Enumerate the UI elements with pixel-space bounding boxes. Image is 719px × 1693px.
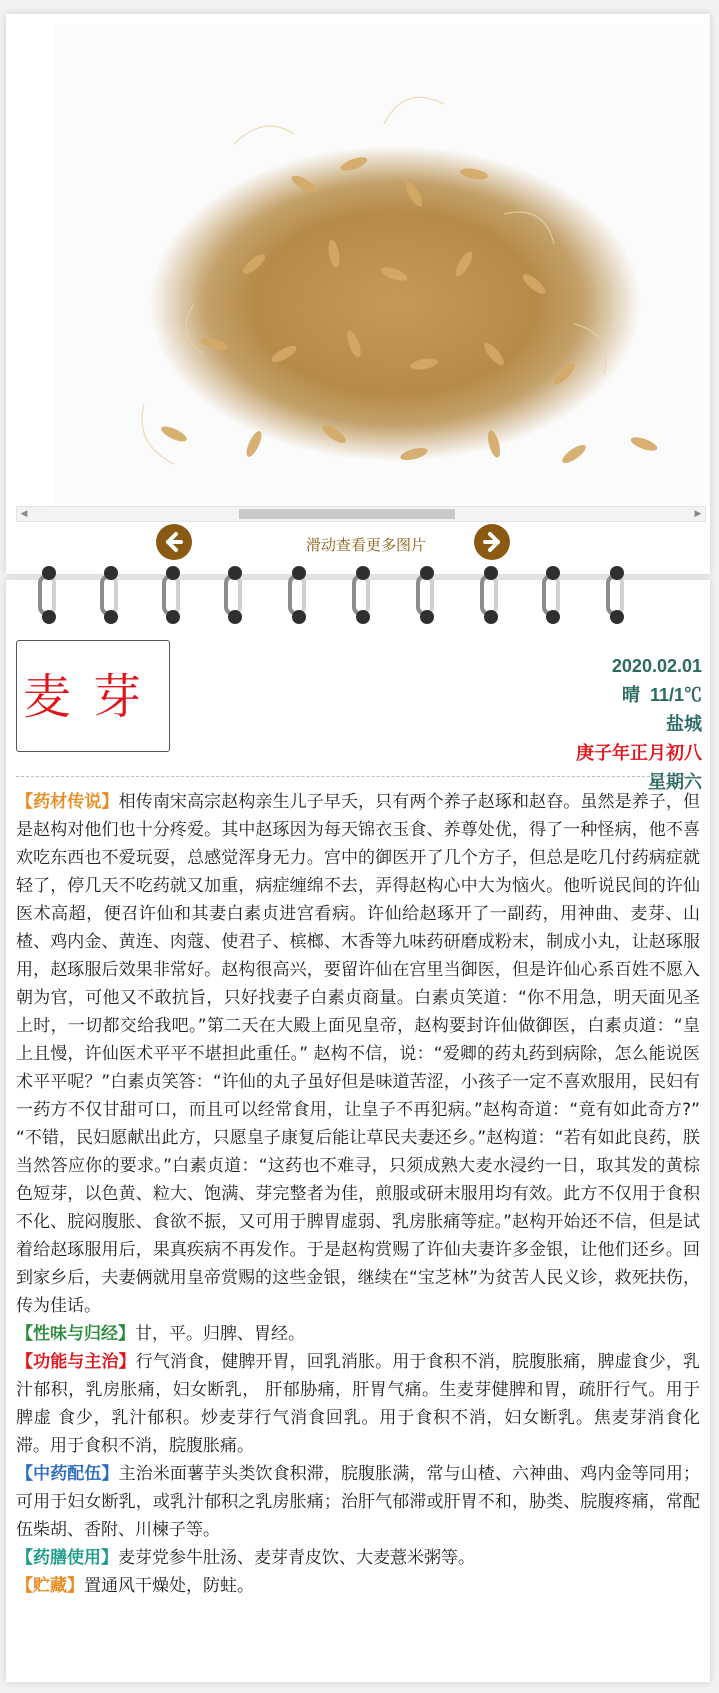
binder-ring-icon (604, 566, 630, 622)
section-text: 主治米面薯芋头类饮食积滞，脘腹胀满，常与山楂、六神曲、鸡内金等同用；可用于妇女断乳，或乳汁郁积之乳房胀痛；治肝气郁滞或肝胃不和，胁类、脘腹疼痛，常配伍柴胡、香附、川楝子等。 (16, 1464, 701, 1540)
next-image-button[interactable] (474, 524, 510, 560)
binder-ring-icon (98, 566, 124, 622)
binder-ring-icon (478, 566, 504, 622)
section-label: 【功能与主治】 (16, 1352, 136, 1372)
photo-grain-texture (54, 24, 710, 506)
binder-ring-icon (540, 566, 566, 622)
section-label: 【性味与归经】 (16, 1324, 135, 1344)
weekday-text: 星期六 (648, 772, 702, 792)
section-label: 【贮藏】 (16, 1576, 84, 1596)
binder-ring-icon (222, 566, 248, 622)
section-label: 【中药配伍】 (16, 1464, 119, 1484)
chevron-right-icon (474, 524, 510, 560)
binder-ring-icon (414, 566, 440, 622)
section-storage (16, 1572, 700, 1600)
section-text: 置通风干燥处，防蛀。 (84, 1576, 254, 1596)
prev-image-button[interactable] (156, 524, 192, 560)
weather-text: 晴 11/1℃ (621, 685, 702, 705)
section-text: 麦芽党参牛肚汤、麦芽青皮饮、大麦薏米粥等。 (118, 1548, 475, 1568)
binder-ring-icon (160, 566, 186, 622)
herb-content (16, 788, 700, 1600)
binder-ring-icon (36, 566, 62, 622)
section-diet (16, 1544, 700, 1572)
section-legend (16, 788, 700, 1320)
herb-info-card (6, 580, 710, 1682)
binder-ring-icon (286, 566, 312, 622)
binder-ring-icon (350, 566, 376, 622)
section-text: 相传南宋高宗赵构亲生儿子早夭，只有两个养子赵琢和赵昚。虽然是养子，但是赵构对他们也十分疼爱。其中赵琢因为每天锦衣玉食、养尊处优，得了一种怪病，他不喜欢吃东西也不爱玩耍，总感觉浑身无力。宫中的御医开了几个方子，但总是吃几付药病症就轻了，停几天不吃药就又加重，病症缠绵不去，弄得赵构心中大为恼火。他听说民间的许仙医术高超，便召许仙和其妻白素贞进宫看病。许仙给赵琢开了一副药，用神曲、麦芽、山楂、鸡内金、黄连、肉蔻、使君子、槟榔、木香等九味药研磨成粉末，制成小丸，让赵琢服用，赵琢服后效果非常好。赵构很高兴，要留许仙在宫里当御医，但是许仙心系百姓不愿入朝为官，可他又不敢抗旨，只好找妻子白素贞商量。白素贞笑道：“你不用急，明天面见圣上时，一切都交给我吧。”第二天在大殿上面见皇帝，赵构要封许仙做御医，白素贞道：“皇上且慢，许仙医术平平不堪担此重任。” 赵构不信，说：“爱卿的药丸药到病除，怎么能说医术平平呢？”白素贞笑答：“许仙的丸子虽好但是味道苦涩，小孩子一定不喜欢服用，民妇有一药方不仅甘甜可口，而且可以经常食用，让皇子不再犯病。”赵构奇道：“竟有如此奇方?” “不错，民妇愿献出此方，只愿皇子康复后能让草民夫妻还乡。”赵构道：“若有如此良药，朕当然答应你的要求。”白素贞道：“这药也不难寻，只须成熟大麦水浸约一日，取其发的黄棕色短芽，以色黄、粒大、饱满、芽完整者为佳，煎服或研末服用均有效。此方不仅用于食积不化、脘闷腹胀、食欲不振，又可用于脾胃虚弱、乳房胀痛等症。”赵构开始还不信，但是试着给赵琢服用后，果真疾病不再发作。于是赵构赏赐了许仙夫妻许多金银，让他们还乡。回到家乡后，夫妻俩就用皇帝赏赐的这些金银，继续在“宝芝林”为贫苦人民义诊，救死扶伤，传为佳话。 (16, 792, 701, 1316)
date-text: 2020.02.01 (611, 656, 702, 676)
scroll-right-arrow-icon[interactable]: ▶ (694, 509, 702, 519)
gallery-card (6, 14, 710, 574)
section-compatibility (16, 1460, 700, 1544)
section-nature (16, 1320, 700, 1348)
scrollbar-thumb[interactable] (239, 509, 455, 519)
section-text: 行气消食，健脾开胃，回乳消胀。用于食积不消，脘腹胀痛，脾虚食少，乳汁郁积，乳房胀痛，妇女断乳， 肝郁胁痛，肝胃气痛。生麦芽健脾和胃，疏肝行气。用于脾虚 食少，乳汁郁积。炒麦芽行气消食回乳。用于食积不消，妇女断乳。焦麦芽消食化滞。用于食积不消，脘腹胀痛。 (16, 1352, 700, 1456)
dashed-divider (16, 776, 700, 777)
city-text: 盐城 (666, 714, 702, 734)
gallery-scrollbar[interactable] (16, 506, 706, 522)
gallery-hint: 滑动查看更多图片 (305, 536, 426, 554)
lunar-date-text: 庚子年正月初八 (576, 743, 702, 763)
herb-name-seal (16, 640, 170, 752)
section-function (16, 1348, 700, 1460)
scroll-left-arrow-icon[interactable]: ◀ (20, 509, 28, 519)
section-label: 【药膳使用】 (16, 1548, 118, 1568)
seal-text: 麦芽 (22, 669, 163, 725)
section-text: 甘，平。归脾、胃经。 (135, 1324, 305, 1344)
chevron-left-icon (156, 524, 192, 560)
barley-sprout-photo[interactable] (54, 24, 710, 506)
section-label: 【药材传说】 (16, 792, 119, 812)
binder-rings (0, 560, 719, 630)
